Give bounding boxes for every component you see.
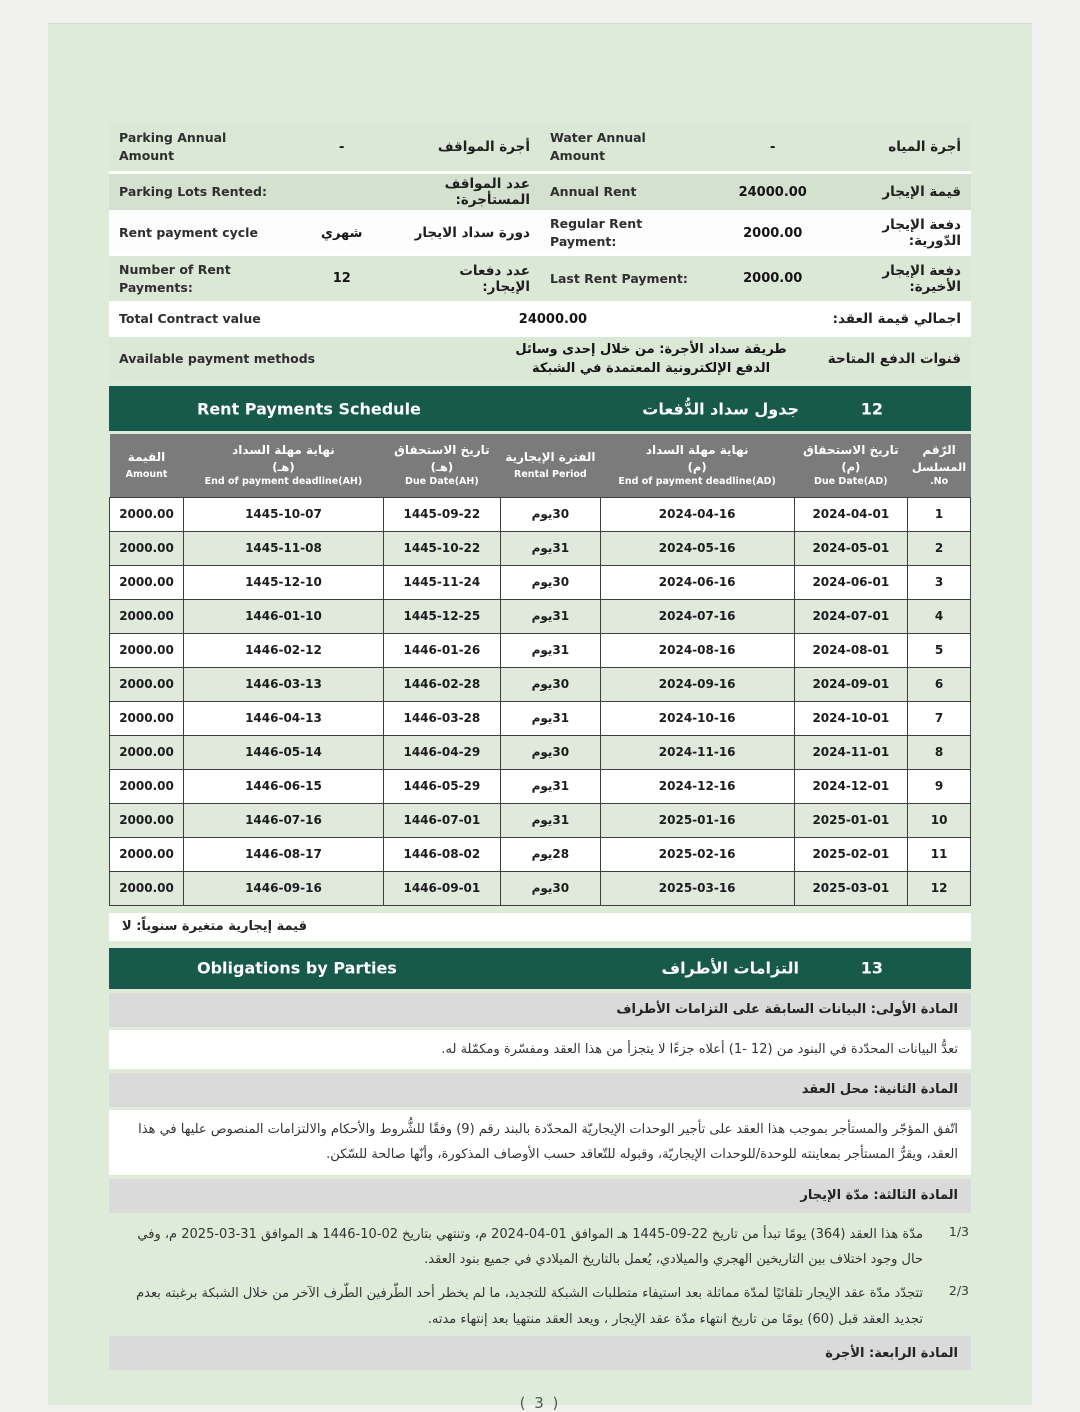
payment-amount-cell: 2000.00 (110, 701, 184, 735)
contract-page (48, 23, 1032, 1412)
section-title-ar: التزامات الأطراف (661, 958, 799, 978)
payment-deadline-ad-cell: 2025-02-16 (600, 837, 794, 871)
payment-due-date-ad-cell: 2024-05-01 (794, 531, 908, 565)
payment-row (110, 837, 971, 871)
column-header (794, 434, 908, 497)
payment-no-cell: 7 (908, 701, 971, 735)
payment-row (110, 633, 971, 667)
column-header-ar: نهاية مهلة السداد (645, 443, 749, 458)
field-label-ar: دفعة الإيجار الدّورية: (882, 217, 961, 250)
payment-rental-period-cell: 31يوم (500, 633, 600, 667)
payment-row (110, 701, 971, 735)
field-label-en: Last Rent Payment: (550, 270, 688, 286)
field-value: 2000.00 (743, 225, 803, 241)
field-value: 24000.00 (738, 184, 807, 200)
payment-rental-period-cell: 31يوم (500, 599, 600, 633)
payment-row (110, 531, 971, 565)
payment-due-date-ad-cell: 2025-01-01 (794, 803, 908, 837)
payment-due-date-ad-cell: 2024-04-01 (794, 497, 908, 531)
payment-deadline-ad-cell: 2024-09-16 (600, 667, 794, 701)
field-value: 12 (332, 271, 351, 287)
field-label-ar: دورة سداد الايجار (414, 225, 530, 242)
column-header-ar: الرّقم (922, 443, 956, 458)
payment-deadline-ah-cell: 1446-09-16 (184, 871, 384, 905)
field-label-en: Water Annual Amount (550, 129, 646, 163)
field-label-en: Annual Rent (550, 183, 637, 199)
payment-amount-cell: 2000.00 (110, 599, 184, 633)
payments-table-header-row (110, 434, 971, 497)
payment-due-date-ah-cell: 1445-12-25 (383, 599, 500, 633)
field-label-ar: اجمالي قيمة العقد: (832, 311, 961, 328)
column-header (110, 434, 184, 497)
payment-no-cell: 3 (908, 565, 971, 599)
field-row (109, 213, 971, 253)
payment-rental-period-cell: 31يوم (500, 531, 600, 565)
field-row-right-half (540, 215, 971, 251)
payment-deadline-ad-cell: 2025-01-16 (600, 803, 794, 837)
column-header-calendar: المسلسل (911, 460, 967, 475)
field-label-en: Available payment methods (119, 351, 316, 367)
payment-amount-cell: 2000.00 (110, 565, 184, 599)
field-label-ar: قيمة الإيجار (882, 184, 961, 200)
payments-schedule-section-header (109, 386, 971, 431)
column-header (500, 434, 600, 497)
payment-rental-period-cell: 31يوم (500, 803, 600, 837)
payments-table (109, 434, 971, 905)
payment-rental-period-cell: 30يوم (500, 871, 600, 905)
payment-due-date-ad-cell: 2024-08-01 (794, 633, 908, 667)
payment-due-date-ah-cell: 1446-04-29 (383, 735, 500, 769)
clause-number: 2/3 (948, 1283, 969, 1299)
payment-no-cell: 12 (908, 871, 971, 905)
payment-deadline-ah-cell: 1446-02-12 (184, 633, 384, 667)
payment-due-date-ad-cell: 2025-03-01 (794, 871, 908, 905)
column-header (600, 434, 794, 497)
payment-amount-cell: 2000.00 (110, 497, 184, 531)
clause-row (109, 1222, 971, 1273)
payment-due-date-ah-cell: 1445-09-22 (383, 497, 500, 531)
section-number: 13 (860, 958, 883, 978)
field-value: طريقة سداد الأجرة: من خلال إحدى وسائل الدفع الإلكترونية المعتمدة في الشبكة (515, 341, 787, 377)
payment-rental-period-cell: 30يوم (500, 497, 600, 531)
payment-due-date-ah-cell: 1446-08-02 (383, 837, 500, 871)
field-label-en: Regular Rent Payment: (550, 216, 643, 250)
payment-deadline-ad-cell: 2024-04-16 (600, 497, 794, 531)
payment-deadline-ad-cell: 2024-08-16 (600, 633, 794, 667)
payment-row (110, 769, 971, 803)
field-row (109, 256, 971, 301)
field-row-left-half (109, 224, 540, 242)
payment-due-date-ad-cell: 2024-09-01 (794, 667, 908, 701)
column-header-ar: الفترة الإيجارية (505, 450, 596, 465)
section-title-en: Rent Payments Schedule (197, 399, 421, 419)
field-label-en: Parking Annual Amount (119, 129, 227, 163)
article-2-title: المادة الثانية: محل العقد (109, 1073, 971, 1107)
payment-deadline-ah-cell: 1446-06-15 (184, 769, 384, 803)
column-header-ar: نهاية مهلة السداد (232, 443, 335, 458)
annual-change-note: قيمة إيجارية متغيرة سنوياً: لا (109, 913, 971, 941)
field-label-en: Parking Lots Rented: (119, 183, 267, 199)
payment-amount-cell: 2000.00 (110, 667, 184, 701)
article-4-title: المادة الرابعة: الأجرة (109, 1336, 971, 1370)
field-label-en: Number of Rent Payments: (119, 261, 231, 295)
column-header-en: .No (930, 476, 949, 488)
field-value: 24000.00 (518, 311, 588, 327)
payment-amount-cell: 2000.00 (110, 531, 184, 565)
field-row-left-half (109, 129, 540, 165)
field-row-right-half (540, 183, 971, 201)
column-header-calendar: (هـ) (272, 460, 295, 475)
payment-rental-period-cell: 30يوم (500, 565, 600, 599)
payment-deadline-ah-cell: 1445-11-08 (184, 531, 384, 565)
payment-deadline-ad-cell: 2024-11-16 (600, 735, 794, 769)
payment-due-date-ah-cell: 1446-02-28 (383, 667, 500, 701)
payment-due-date-ah-cell: 1446-01-26 (383, 633, 500, 667)
field-label-ar: أجرة المياه (888, 139, 961, 155)
payment-due-date-ad-cell: 2024-12-01 (794, 769, 908, 803)
field-row-right-half (540, 263, 971, 295)
payment-due-date-ad-cell: 2025-02-01 (794, 837, 908, 871)
field-label-ar: عدد المواقف المستأجرة: (444, 176, 530, 208)
article-1-title: المادة الأولى: البيانات السابقة على التزامات الأطراف (109, 993, 971, 1027)
payment-due-date-ad-cell: 2024-07-01 (794, 599, 908, 633)
column-header-en: Amount (125, 469, 168, 481)
payment-row (110, 871, 971, 905)
column-header-calendar: (م) (687, 460, 707, 475)
section-title-en: Obligations by Parties (197, 958, 397, 978)
payment-due-date-ah-cell: 1445-11-24 (383, 565, 500, 599)
payment-deadline-ah-cell: 1446-01-10 (184, 599, 384, 633)
column-header (383, 434, 500, 497)
payment-due-date-ah-cell: 1446-07-01 (383, 803, 500, 837)
column-header-en: End of payment deadline(AH) (204, 476, 363, 488)
field-label-en: Total Contract value (119, 311, 261, 327)
field-row-right-half (540, 129, 971, 165)
section-number: 12 (860, 399, 883, 419)
field-row-left-half (109, 261, 540, 297)
field-label-ar: أجرة المواقف (437, 139, 530, 155)
column-header (908, 434, 971, 497)
payment-amount-cell: 2000.00 (110, 735, 184, 769)
payment-deadline-ad-cell: 2024-10-16 (600, 701, 794, 735)
payment-rental-period-cell: 31يوم (500, 701, 600, 735)
payment-row (110, 565, 971, 599)
column-header-en: Due Date(AH) (405, 476, 479, 488)
field-label-ar: دفعة الإيجار الأخيرة: (882, 262, 961, 295)
field-row (109, 123, 971, 171)
payment-no-cell: 11 (908, 837, 971, 871)
clause-text: مدّة هذا العقد (364) يومًا تبدأ من تاريخ 22-09-1445 هـ الموافق 01-04-2024 م، وتنتهي بتاريخ 02-10-1446 هـ الموافق 31-03-2025 م، وفي حال وجود اختلاف بين التاريخين الهجري والميلادي، يُعمل بالتاريخ الميلادي في جميع بنود العقد. (137, 1226, 923, 1267)
column-header-en: End of payment deadline(AD) (618, 476, 776, 488)
payment-rental-period-cell: 31يوم (500, 769, 600, 803)
payment-due-date-ad-cell: 2024-10-01 (794, 701, 908, 735)
payment-no-cell: 1 (908, 497, 971, 531)
payment-amount-cell: 2000.00 (110, 803, 184, 837)
column-header-ar: تاريخ الاستحقاق (394, 443, 490, 458)
payment-row (110, 599, 971, 633)
total-contract-value-row (109, 304, 971, 334)
payment-no-cell: 4 (908, 599, 971, 633)
payment-amount-cell: 2000.00 (110, 633, 184, 667)
payment-no-cell: 5 (908, 633, 971, 667)
payment-deadline-ad-cell: 2024-05-16 (600, 531, 794, 565)
contract-fields-section (109, 123, 971, 381)
payment-rental-period-cell: 30يوم (500, 667, 600, 701)
payment-deadline-ad-cell: 2025-03-16 (600, 871, 794, 905)
field-value: - (770, 139, 776, 155)
payment-due-date-ah-cell: 1446-09-01 (383, 871, 500, 905)
field-row-left-half (109, 176, 540, 208)
payment-deadline-ad-cell: 2024-07-16 (600, 599, 794, 633)
payment-no-cell: 10 (908, 803, 971, 837)
column-header (184, 434, 384, 497)
payment-methods-row (109, 337, 971, 381)
payment-deadline-ah-cell: 1445-12-10 (184, 565, 384, 599)
payment-deadline-ad-cell: 2024-06-16 (600, 565, 794, 599)
column-header-calendar: (هـ) (430, 460, 454, 475)
payment-no-cell: 6 (908, 667, 971, 701)
payment-deadline-ah-cell: 1445-10-07 (184, 497, 384, 531)
column-header-ar: القيمة (127, 450, 166, 465)
payment-due-date-ad-cell: 2024-06-01 (794, 565, 908, 599)
payment-deadline-ad-cell: 2024-12-16 (600, 769, 794, 803)
field-label-ar: قنوات الدفع المتاحة (827, 351, 961, 368)
field-label-en: Rent payment cycle (119, 225, 258, 241)
payment-due-date-ah-cell: 1445-10-22 (383, 531, 500, 565)
payment-row (110, 803, 971, 837)
obligations-section-header (109, 948, 971, 989)
payment-deadline-ah-cell: 1446-07-16 (184, 803, 384, 837)
column-header-calendar: (م) (841, 460, 861, 475)
payment-row (110, 497, 971, 531)
payment-deadline-ah-cell: 1446-04-13 (184, 701, 384, 735)
article-3-title: المادة الثالثة: مدّة الإيجار (109, 1179, 971, 1213)
payment-rental-period-cell: 30يوم (500, 735, 600, 769)
payment-no-cell: 9 (908, 769, 971, 803)
clause-text: تتجدّد مدّة عقد الإيجار تلقائيًا لمدّة مماثلة بعد استيفاء متطلبات الشبكة للتجديد، ما لم يخطر أحد الطّرفين الطّرف الآخر من خلال الشبكة برغبته بعدم تجديد العقد قبل (60) يومًا من تاريخ انتهاء مدّة عقد الإيجار ، ويعد العقد منتهيا بعد إنتهاء مدته. (136, 1286, 923, 1327)
clause-number: 1/3 (948, 1223, 969, 1239)
payment-amount-cell: 2000.00 (110, 871, 184, 905)
payment-row (110, 667, 971, 701)
payment-no-cell: 8 (908, 735, 971, 769)
payment-amount-cell: 2000.00 (110, 837, 184, 871)
page-content (109, 24, 971, 1412)
payment-due-date-ad-cell: 2024-11-01 (794, 735, 908, 769)
payment-row (110, 735, 971, 769)
field-value: 2000.00 (743, 271, 803, 287)
field-row (109, 174, 971, 210)
column-header-ar: تاريخ الاستحقاق (803, 443, 899, 458)
field-label-ar: عدد دفعات الإيجار: (459, 262, 530, 295)
article-1-text: تعدُّ البيانات المحدّدة في البنود من (‎1- 12‎) أعلاه جزءًا لا يتجزأ من هذا العقد ومفسّرة ومكمّلة له. (109, 1030, 971, 1069)
field-value: - (339, 139, 345, 155)
payment-due-date-ah-cell: 1446-03-28 (383, 701, 500, 735)
payment-no-cell: 2 (908, 531, 971, 565)
payment-amount-cell: 2000.00 (110, 769, 184, 803)
payment-deadline-ah-cell: 1446-03-13 (184, 667, 384, 701)
clause-row (109, 1281, 971, 1332)
payment-deadline-ah-cell: 1446-05-14 (184, 735, 384, 769)
article-2-text: اتّفق المؤجّر والمستأجر بموجب هذا العقد على تأجير الوحدات الإيجاريّة المحدّدة بالبند رقم (9) وفقًا للشُّروط والأحكام والالتزامات المنصوص عليها في هذا العقد، ويقرُّ المستأجر بمعاينته للوحدة/للوحدات الإيجاريّة، وقبوله للتّعاقد حسب الأوصاف المذكورة، وأنّها صالحة للسّكن. (109, 1110, 971, 1175)
page-number: ( 3 ) (519, 1394, 561, 1412)
payment-deadline-ah-cell: 1446-08-17 (184, 837, 384, 871)
payment-rental-period-cell: 28يوم (500, 837, 600, 871)
payment-due-date-ah-cell: 1446-05-29 (383, 769, 500, 803)
field-value: شهري (321, 225, 363, 241)
section-title-ar: جدول سداد الدُّفعات (642, 399, 799, 419)
column-header-en: Due Date(AD) (814, 476, 888, 488)
column-header-en: Rental Period (514, 469, 587, 481)
